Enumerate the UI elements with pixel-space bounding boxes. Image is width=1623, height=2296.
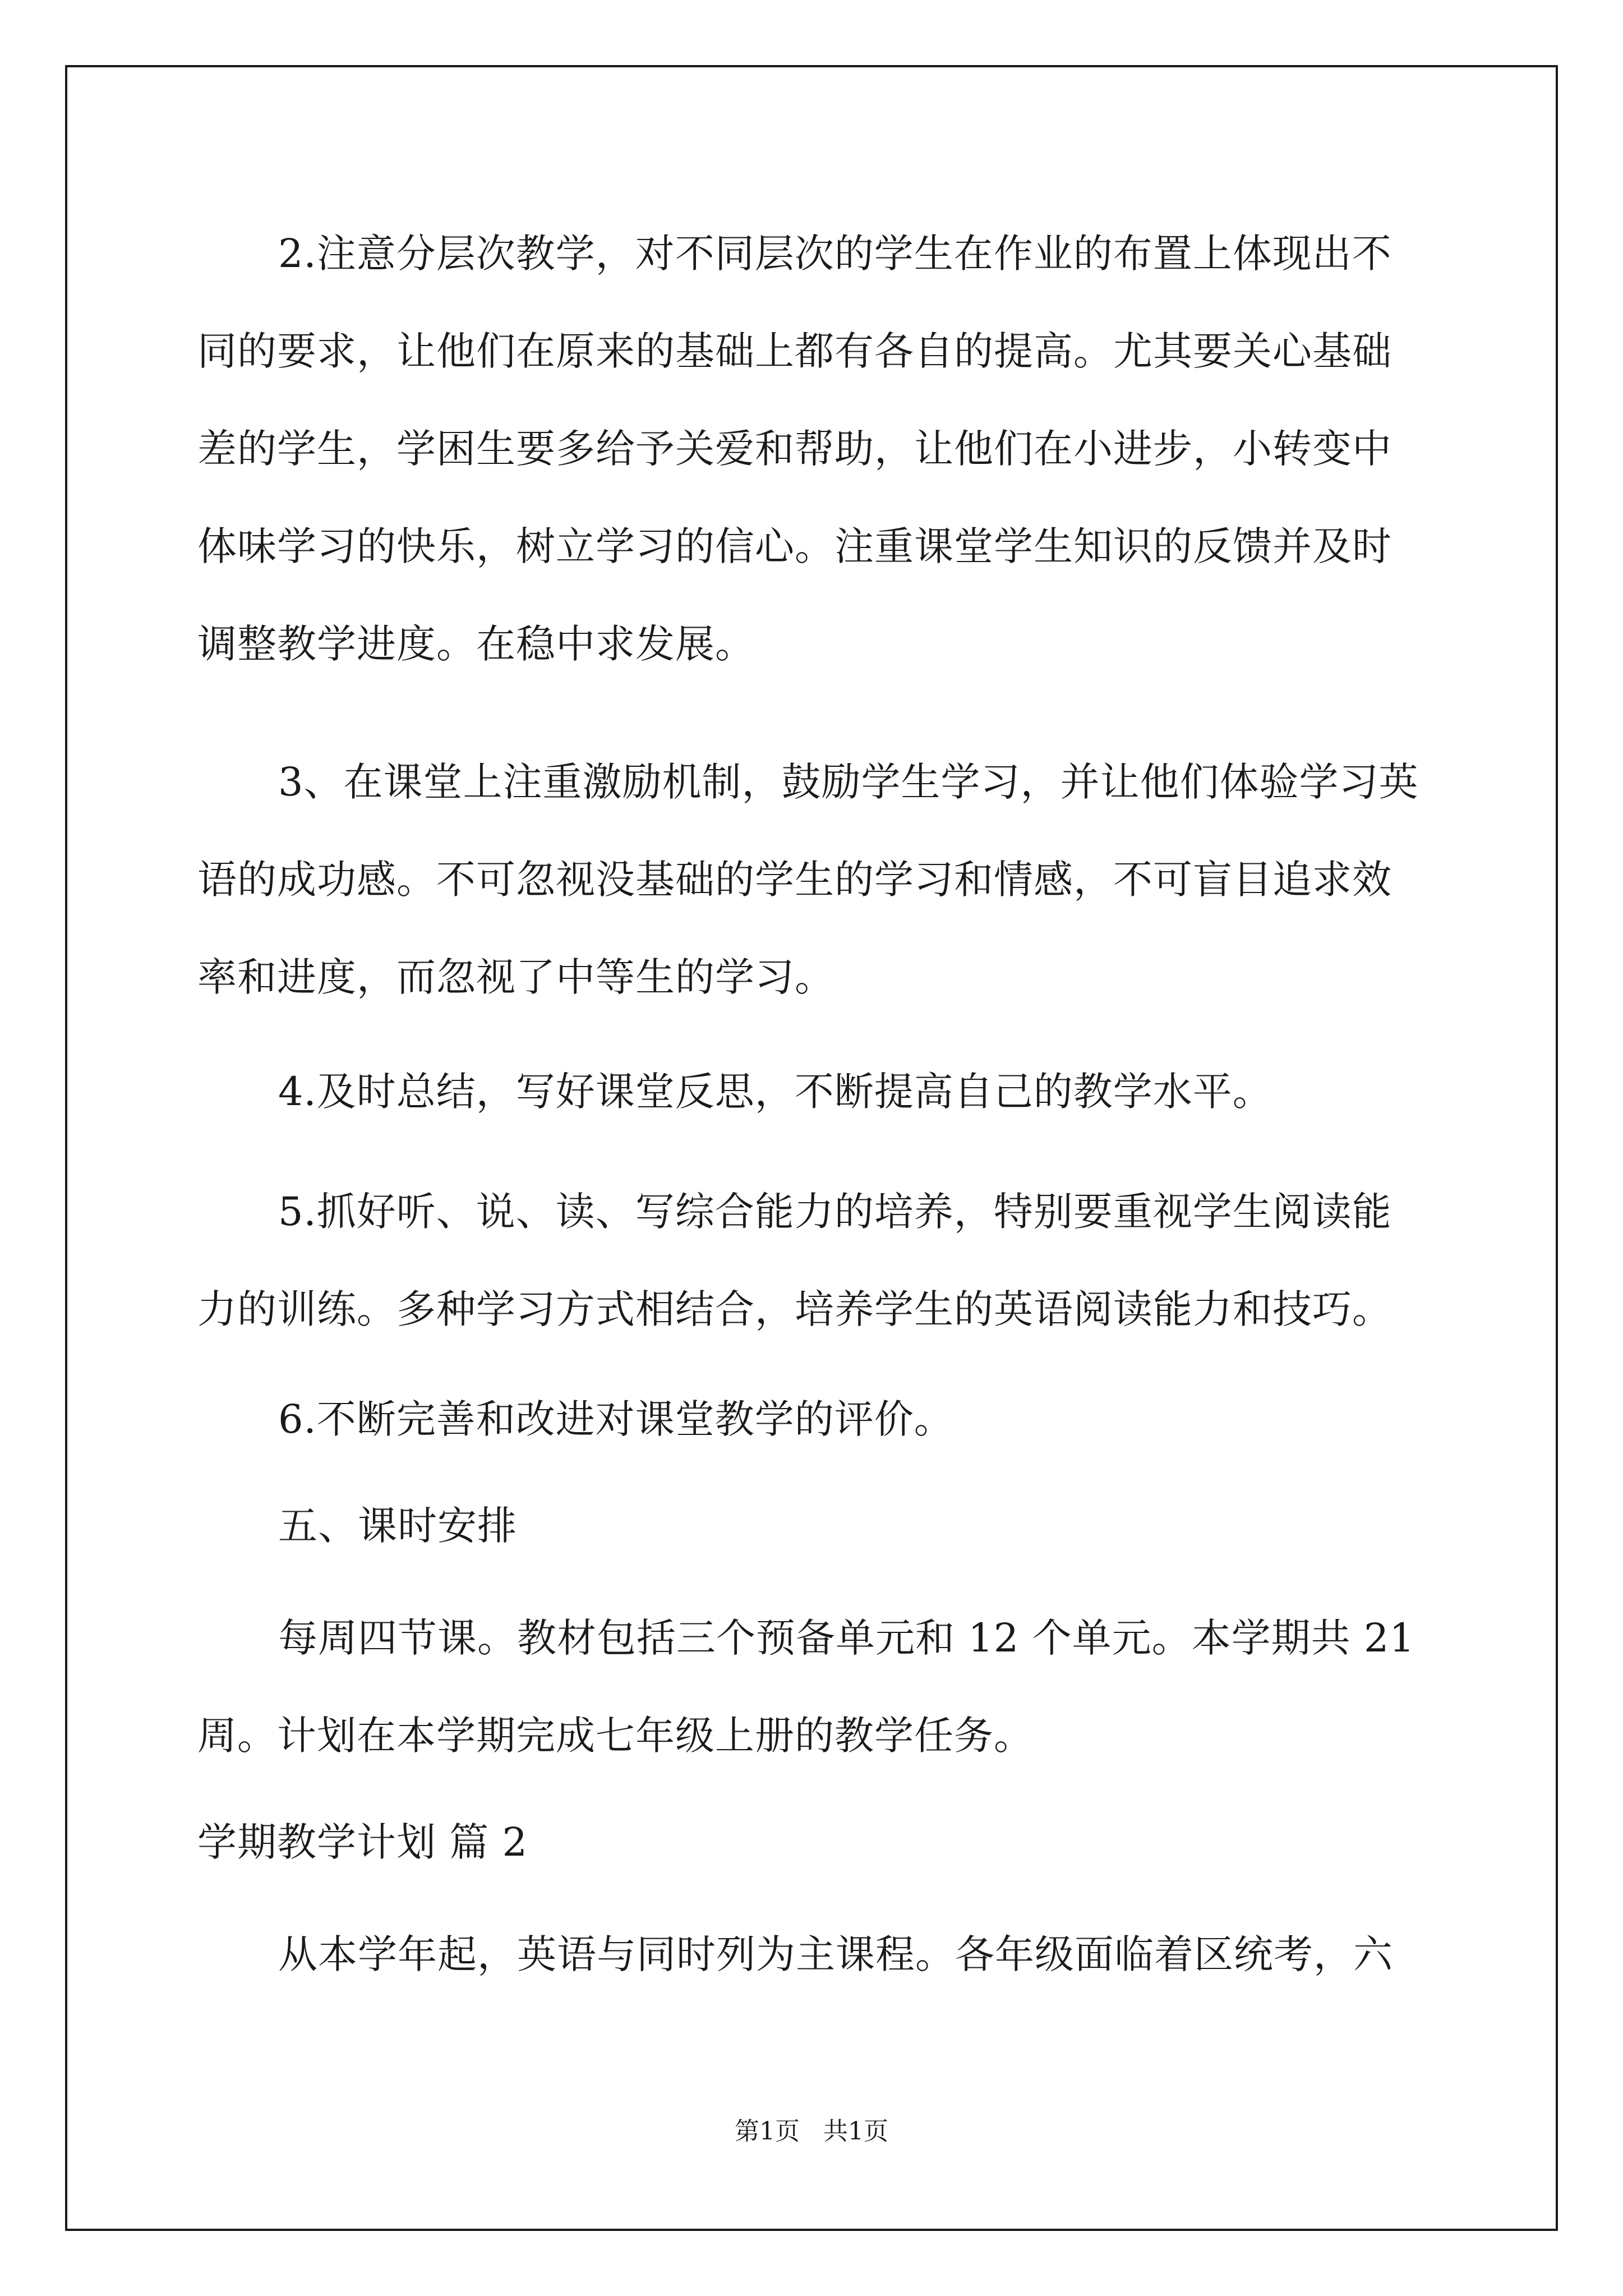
text-line: 同的要求，让他们在原来的基础上都有各自的提高。尤其要关心基础 xyxy=(197,328,1392,374)
article-title: 学期教学计划 篇 2 xyxy=(197,1819,528,1865)
text-line: 率和进度，而忽视了中等生的学习。 xyxy=(197,954,834,1000)
text-line: 语的成功感。不可忽视没基础的学生的学习和情感，不可盲目追求效 xyxy=(197,857,1392,903)
text-line: 每周四节课。教材包括三个预备单元和 12 个单元。本学期共 21 xyxy=(278,1615,1415,1661)
text-line: 2.注意分层次教学，对不同层次的学生在作业的布置上体现出不 xyxy=(278,231,1392,277)
text-line: 差的学生，学困生要多给予关爱和帮助，让他们在小进步，小转变中 xyxy=(197,426,1392,472)
page-footer: 第1页 共1页 xyxy=(735,2117,888,2146)
section-heading: 五、课时安排 xyxy=(278,1503,517,1549)
text-line: 6.不断完善和改进对课堂教学的评价。 xyxy=(278,1396,954,1442)
text-line: 从本学年起，英语与同时列为主课程。各年级面临着区统考，六 xyxy=(278,1931,1393,1977)
page-border xyxy=(65,65,1558,2231)
text-line: 4.及时总结，写好课堂反思，不断提高自己的教学水平。 xyxy=(278,1069,1272,1115)
text-line: 体味学习的快乐，树立学习的信心。注重课堂学生知识的反馈并及时 xyxy=(197,523,1392,569)
text-line: 周。计划在本学期完成七年级上册的教学任务。 xyxy=(197,1713,1034,1759)
text-line: 3、在课堂上注重激励机制，鼓励学生学习，并让他们体验学习英 xyxy=(278,759,1419,805)
text-line: 调整教学进度。在稳中求发展。 xyxy=(197,621,755,667)
text-line: 5.抓好听、说、读、写综合能力的培养，特别要重视学生阅读能 xyxy=(278,1189,1392,1235)
text-line: 力的训练。多种学习方式相结合，培养学生的英语阅读能力和技巧。 xyxy=(197,1286,1392,1332)
